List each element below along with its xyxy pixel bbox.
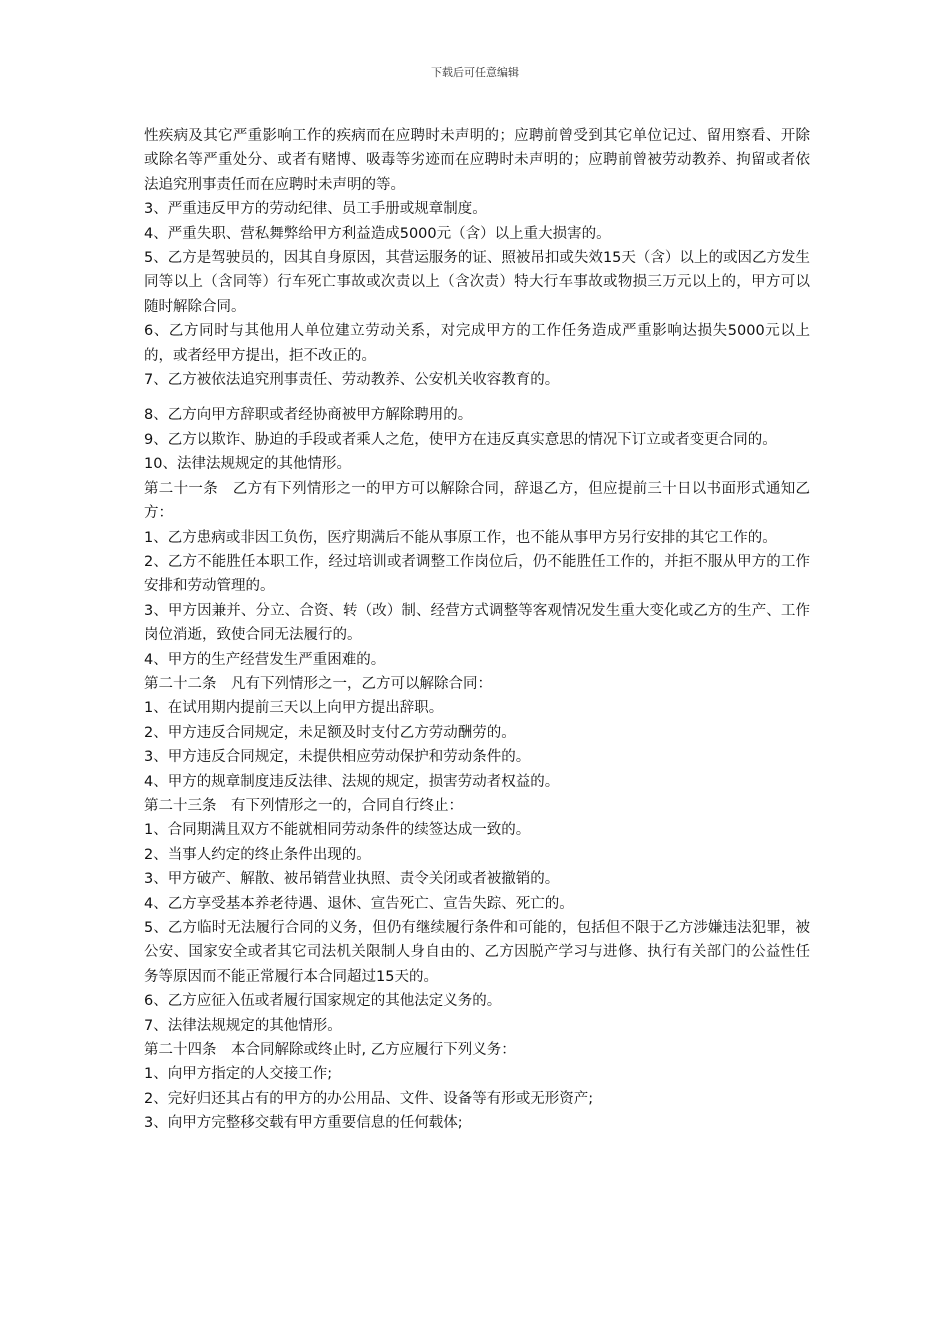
paragraph: 5、乙方是驾驶员的，因其自身原因，其营运服务的证、照被吊扣或失效15天（含）以上的或因乙方发生同等以上（含同等）行车死亡事故或次责以上（含次责）特大行车事故或物损三万元以上的，甲方可以随时解除合同。 [144,250,810,315]
paragraph: 2、当事人约定的终止条件出现的。 [144,846,371,863]
paragraph: 2、完好归还其占有的甲方的办公用品、文件、设备等有形或无形资产; [144,1090,594,1107]
paragraph: 1、乙方患病或非因工负伤，医疗期满后不能从事原工作，也不能从事甲方另行安排的其它工作的。 [144,529,777,546]
paragraph: 2、乙方不能胜任本职工作，经过培训或者调整工作岗位后，仍不能胜任工作的，并拒不服从甲方的工作安排和劳动管理的。 [144,553,810,595]
document-body [144,124,810,1136]
paragraph: 10、法律法规规定的其他情形。 [144,456,351,473]
paragraph: 4、甲方的规章制度违反法律、法规的规定，损害劳动者权益的。 [144,773,560,790]
paragraph: 性疾病及其它严重影响工作的疾病而在应聘时未声明的；应聘前曾受到其它单位记过、留用察看、开除或除名等严重处分、或者有赌博、吸毒等劣迹而在应聘时未声明的；应聘前曾被劳动教养、拘留或者依法追究刑事责任而在应聘时未声明的等。 [144,128,810,193]
paragraph: 3、甲方因兼并、分立、合资、转（改）制、经营方式调整等客观情况发生重大变化或乙方的生产、工作岗位消逝，致使合同无法履行的。 [144,602,810,644]
section-heading: 第二十四条 本合同解除或终止时, 乙方应履行下列义务： [144,1042,516,1059]
paragraph: 2、甲方违反合同规定，未足额及时支付乙方劳动酬劳的。 [144,724,516,741]
section-heading: 第二十一条 乙方有下列情形之一的甲方可以解除合同，辞退乙方，但应提前三十日以书面形式通知乙方： [144,480,810,522]
paragraph: 6、乙方应征入伍或者履行国家规定的其他法定义务的。 [144,993,502,1010]
paragraph: 7、乙方被依法追究刑事责任、劳动教养、公安机关收容教育的。 [144,372,560,389]
paragraph: 4、甲方的生产经营发生严重困难的。 [144,651,386,668]
paragraph: 3、甲方破产、解散、被吊销营业执照、责令关闭或者被撤销的。 [144,871,560,888]
paragraph: 6、乙方同时与其他用人单位建立劳动关系，对完成甲方的工作任务造成严重影响达损失5000元以上的，或者经甲方提出，拒不改正的。 [144,323,810,364]
paragraph: 1、合同期满且双方不能就相同劳动条件的续签达成一致的。 [144,822,531,839]
paragraph: 3、严重违反甲方的劳动纪律、员工手册或规章制度。 [144,201,487,218]
paragraph: 3、甲方违反合同规定，未提供相应劳动保护和劳动条件的。 [144,749,531,766]
paragraph: 5、乙方临时无法履行合同的义务，但仍有继续履行条件和可能的，包括但不限于乙方涉嫌违法犯罪，被公安、国家安全或者其它司法机关限制人身自由的、乙方因脱产学习与进修、执行有关部门的公益性任务等原因而不能正常履行本合同超过15天的。 [144,920,810,985]
paragraph: 3、向甲方完整移交载有甲方重要信息的任何载体; [144,1115,463,1132]
paragraph: 9、乙方以欺诈、胁迫的手段或者乘人之危，使甲方在违反真实意思的情况下订立或者变更合同的。 [144,431,777,448]
paragraph: 1、向甲方指定的人交接工作; [144,1066,333,1083]
paragraph: 1、在试用期内提前三天以上向甲方提出辞职。 [144,700,444,717]
paragraph: 4、严重失职、营私舞弊给甲方利益造成5000元（含）以上重大损害的。 [144,225,611,242]
page-header: 下载后可任意编辑 [431,66,519,79]
paragraph: 7、法律法规规定的其他情形。 [144,1017,342,1034]
section-heading: 第二十二条 凡有下列情形之一，乙方可以解除合同： [144,675,492,692]
paragraph: 4、乙方享受基本养老待遇、退休、宣告死亡、宣告失踪、死亡的。 [144,895,574,912]
section-heading: 第二十三条 有下列情形之一的，合同自行终止： [144,797,463,814]
paragraph: 8、乙方向甲方辞职或者经协商被甲方解除聘用的。 [144,407,473,424]
